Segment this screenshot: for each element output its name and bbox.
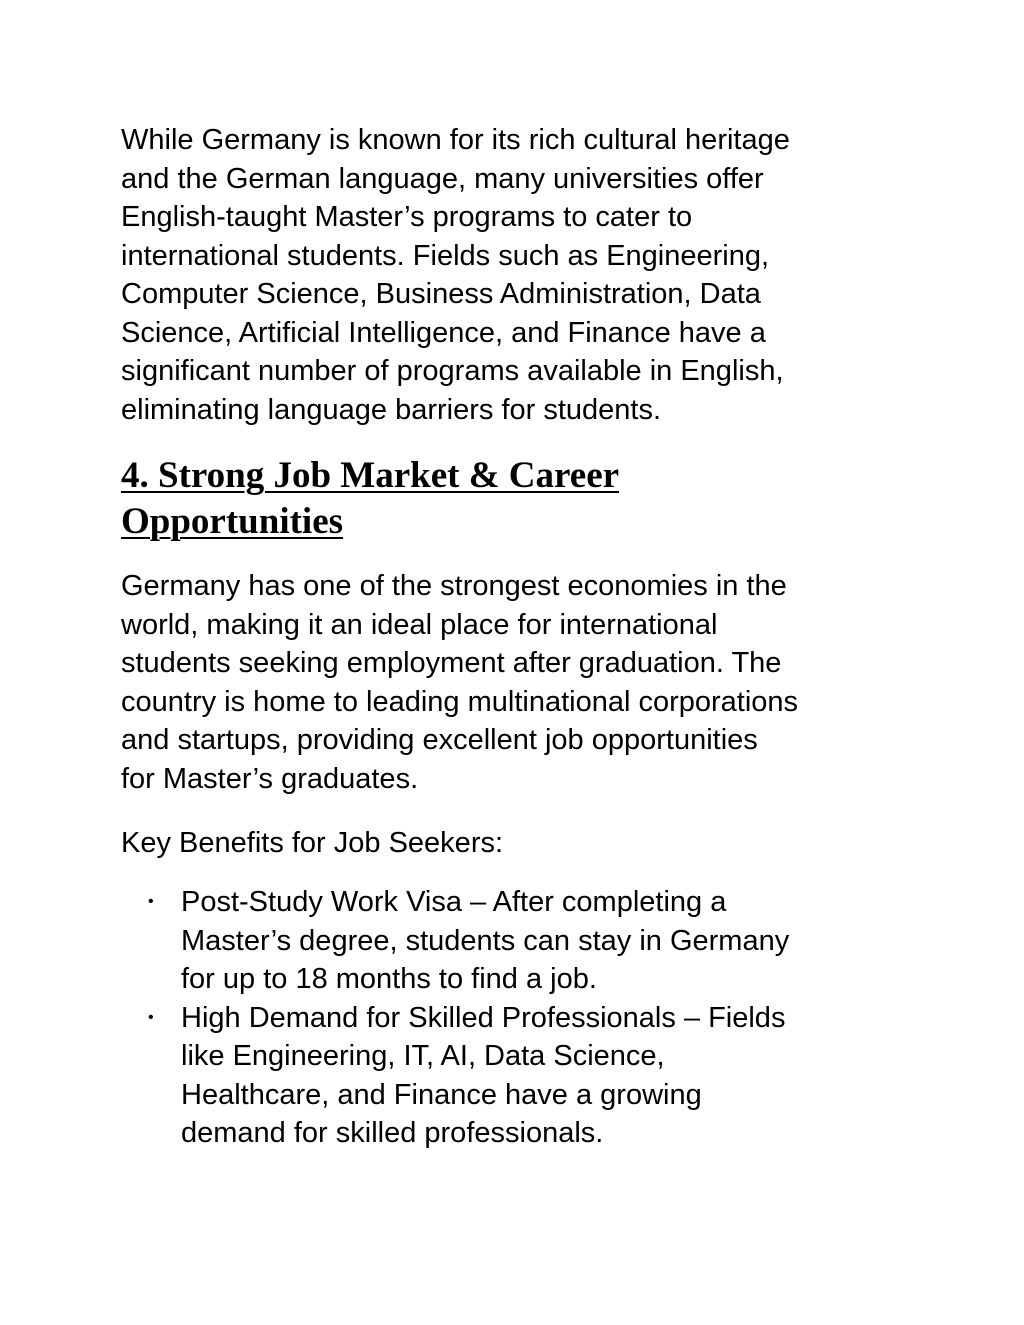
intro-line: Science, Artificial Intelligence, and Finance have a xyxy=(121,316,766,349)
heading-line: 4. Strong Job Market & Career xyxy=(121,455,620,496)
section-line: and startups, providing excellent job opportunities xyxy=(121,724,758,756)
section-paragraph xyxy=(121,567,798,798)
intro-line: international students. Fields such as Engineering, xyxy=(121,239,770,272)
intro-line: significant number of programs available in English, xyxy=(121,355,784,387)
section-line: world, making it an ideal place for international xyxy=(121,608,718,641)
intro-line: eliminating language barriers for students. xyxy=(121,393,662,426)
list-item xyxy=(121,999,789,1153)
intro-line: English-taught Master’s programs to cater to xyxy=(121,201,693,233)
benefits-lead: Key Benefits for Job Seekers: xyxy=(121,827,504,859)
list-item-line: like Engineering, IT, AI, Data Science, xyxy=(181,1040,665,1072)
list-item-line: High Demand for Skilled Professionals – Fields xyxy=(181,1001,786,1034)
section-line: students seeking employment after graduation. The xyxy=(121,647,782,679)
heading-line: Opportunities xyxy=(121,501,344,542)
list-item-text xyxy=(181,883,789,999)
intro-paragraph xyxy=(121,121,790,429)
intro-line: While Germany is known for its rich cultural heritage xyxy=(121,124,790,156)
list-item-line: Healthcare, and Finance have a growing xyxy=(181,1078,702,1111)
intro-line: and the German language, many universities offer xyxy=(121,162,764,195)
section-line: Germany has one of the strongest economies in the xyxy=(121,570,787,602)
list-item-line: demand for skilled professionals. xyxy=(181,1117,604,1149)
bullet-icon: • xyxy=(148,893,154,910)
section-line: country is home to leading multinational corporations xyxy=(121,685,799,718)
list-item-text xyxy=(181,999,789,1153)
list-item-line: Post-Study Work Visa – After completing a xyxy=(181,886,727,918)
list-item-line: for up to 18 months to find a job. xyxy=(181,963,597,995)
list-item-line: Master’s degree, students can stay in Germany xyxy=(181,924,790,957)
section-line: for Master’s graduates. xyxy=(121,762,419,795)
list-item xyxy=(121,883,789,999)
benefits-list xyxy=(121,883,789,1153)
intro-line: Computer Science, Business Administration, Data xyxy=(121,278,761,310)
bullet-icon: • xyxy=(148,1008,154,1026)
section-heading xyxy=(121,453,619,545)
